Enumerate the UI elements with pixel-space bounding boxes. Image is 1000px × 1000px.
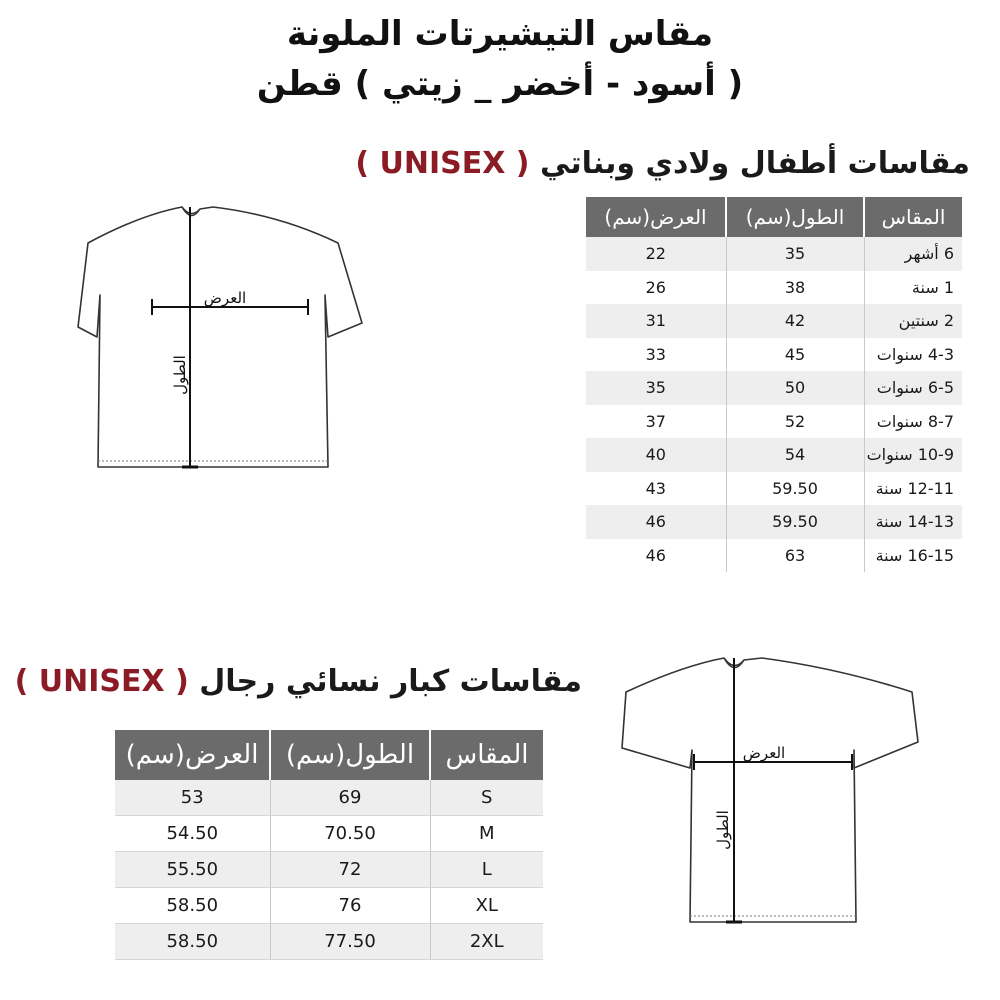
- kids-cell-length: 54: [726, 438, 864, 472]
- kids-cell-size: 4-3 سنوات: [864, 338, 962, 372]
- adults-cell-size: S: [430, 780, 543, 816]
- adults-cell-length: 77.50: [270, 924, 430, 960]
- adults-title-tag: ( UNISEX ): [14, 664, 189, 699]
- adults-width-label: العرض: [742, 744, 786, 762]
- adults-cell-length: 70.50: [270, 816, 430, 852]
- kids-cell-width: 40: [586, 438, 726, 472]
- kids-title-tag: ( UNISEX ): [355, 146, 530, 181]
- adults-size-table: [115, 730, 543, 960]
- kids-cell-length: 45: [726, 338, 864, 372]
- adults-cell-length: 72: [270, 852, 430, 888]
- adults-header-length: الطول(سم): [270, 730, 430, 780]
- kids-cell-length: 52: [726, 405, 864, 439]
- kids-cell-length: 50: [726, 371, 864, 405]
- adults-cell-size: 2XL: [430, 924, 543, 960]
- adults-cell-width: 55.50: [115, 852, 270, 888]
- kids-cell-width: 33: [586, 338, 726, 372]
- kids-cell-size: 16-15 سنة: [864, 539, 962, 573]
- kids-size-table: [586, 197, 962, 572]
- kids-cell-width: 26: [586, 271, 726, 305]
- kids-cell-width: 46: [586, 505, 726, 539]
- table-row: [115, 780, 543, 816]
- kids-header-width: العرض(سم): [586, 197, 726, 237]
- kids-cell-size: 6 أشهر: [864, 237, 962, 271]
- table-row: [586, 271, 962, 305]
- kids-title-main: مقاسات أطفال ولادي وبناتي: [539, 146, 970, 181]
- adults-tshirt-diagram: [612, 650, 932, 945]
- kids-header-length: الطول(سم): [726, 197, 864, 237]
- kids-cell-length: 38: [726, 271, 864, 305]
- adults-cell-width: 53: [115, 780, 270, 816]
- table-row: [586, 505, 962, 539]
- kids-cell-length: 63: [726, 539, 864, 573]
- table-row: [586, 472, 962, 506]
- adults-shirt-outline: [622, 658, 918, 922]
- table-row: [586, 405, 962, 439]
- adults-section-title: [15, 664, 582, 699]
- kids-cell-width: 22: [586, 237, 726, 271]
- kids-cell-width: 37: [586, 405, 726, 439]
- adults-length-label: الطول: [714, 810, 732, 850]
- adults-title-main: مقاسات كبار نسائي رجال: [199, 664, 582, 699]
- page-title-line1: مقاس التيشيرتات الملونة: [286, 14, 714, 54]
- kids-section-title: [355, 146, 970, 181]
- adults-cell-width: 58.50: [115, 888, 270, 924]
- kids-cell-length: 42: [726, 304, 864, 338]
- table-row: [586, 438, 962, 472]
- table-row: [586, 371, 962, 405]
- kids-cell-length: 35: [726, 237, 864, 271]
- adults-cell-size: L: [430, 852, 543, 888]
- adults-cell-width: 54.50: [115, 816, 270, 852]
- adults-cell-width: 58.50: [115, 924, 270, 960]
- kids-cell-size: 8-7 سنوات: [864, 405, 962, 439]
- table-row: [115, 888, 543, 924]
- kids-cell-length: 59.50: [726, 472, 864, 506]
- adults-cell-size: XL: [430, 888, 543, 924]
- kids-cell-width: 46: [586, 539, 726, 573]
- page-title-line2: ( أسود - أخضر _ زيتي ) قطن: [256, 64, 744, 104]
- kids-length-label: الطول: [171, 355, 189, 395]
- adults-cell-length: 76: [270, 888, 430, 924]
- table-row: [586, 338, 962, 372]
- kids-cell-length: 59.50: [726, 505, 864, 539]
- adults-table-header: [115, 730, 543, 780]
- adults-cell-length: 69: [270, 780, 430, 816]
- table-row: [115, 816, 543, 852]
- adults-cell-size: M: [430, 816, 543, 852]
- kids-width-label: العرض: [203, 289, 247, 307]
- kids-header-size: المقاس: [864, 197, 962, 237]
- kids-cell-width: 43: [586, 472, 726, 506]
- kids-cell-width: 35: [586, 371, 726, 405]
- kids-cell-size: 12-11 سنة: [864, 472, 962, 506]
- kids-cell-size: 14-13 سنة: [864, 505, 962, 539]
- kids-cell-size: 1 سنة: [864, 271, 962, 305]
- adults-header-width: العرض(سم): [115, 730, 270, 780]
- kids-cell-width: 31: [586, 304, 726, 338]
- table-row: [115, 852, 543, 888]
- kids-cell-size: 6-5 سنوات: [864, 371, 962, 405]
- kids-cell-size: 2 سنتين: [864, 304, 962, 338]
- adults-header-size: المقاس: [430, 730, 543, 780]
- table-row: [586, 539, 962, 573]
- table-row: [115, 924, 543, 960]
- kids-shirt-outline: [78, 207, 362, 467]
- kids-tshirt-diagram: [70, 195, 370, 480]
- table-row: [586, 237, 962, 271]
- table-row: [586, 304, 962, 338]
- kids-table-header: [586, 197, 962, 237]
- kids-cell-size: 10-9 سنوات: [864, 438, 962, 472]
